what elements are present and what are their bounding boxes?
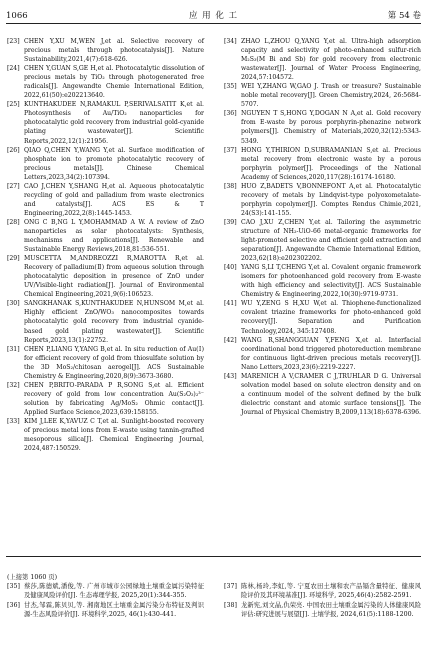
reference-text: WEI Y,ZHANG W,GAO J. Trash or treasure? Sustainable noble metal recovery[J]. Green Chemistry,2024, 26:5684-5707. xyxy=(241,83,421,109)
reference-entry xyxy=(7,345,204,381)
reference-text: CAO J,XU Z,CHEN Y,et al. Tailoring the asymmetric structure of NH₂-UiO-66 metal-organic frameworks for light-promoted selective and efficient gold extraction and separation[J]. Angewandte Chemie International Edition, 2023,62(18):e202302202. xyxy=(241,218,421,263)
reference-entry xyxy=(7,218,204,254)
reference-text: 甘杰,邹霖,陈贝贝,等. 湘南地区土壤重金属污染分布特征及判识源-生态风险评价[J]. 环境科学,2025, 46(1):430-441. xyxy=(24,601,204,618)
reference-entry xyxy=(7,146,204,182)
reference-text: MUSCETTA M,ANDREOZZI R,MAROTTA R,et al. Recovery of palladium(Ⅱ) from aqueous solution through photocatalytic deposition in presence of ZnO under UV/Visible-light radiation[J]. Journal of Environmental Chemical Engineering,2021,9(6):106523. xyxy=(24,255,204,299)
reference-entry xyxy=(224,601,421,619)
reference-entry xyxy=(7,182,204,218)
reference-number: [35] xyxy=(224,83,237,91)
reference-entry xyxy=(224,37,421,82)
reference-entry xyxy=(224,582,421,600)
header-rule xyxy=(6,23,421,24)
reference-text: ONG C B,NG L Y,MOHAMMAD A W. A review of ZnO nanoparticles as solar photocatalysts: Synthesis, mechanisms and applications[J]. Renewable and Sustainable Energy Reviews,2018,81:536-551. xyxy=(24,218,204,254)
reference-text: SANGKHANAK S,KUNTHAKUDEE N,HUNSOM M,et al. Highly efficient ZnO/WO₃ nanocomposites towards photocatalytic gold recovery from industrial cyanide-based gold plating wastewater[J]. Scientific Reports,2023,13(1):22752. xyxy=(24,300,204,344)
reference-text: CHEN Y,XU M,WEN J,et al. Selective recovery of precious metals through photocatalysis[J]. Nature Sustainability,2021,4(7):618-626. xyxy=(24,38,204,64)
reference-text: CHEN Y,GUAN S,GE H,et al. Photocatalytic dissolution of precious metals by TiO₂ through photogenerated free radicals[J]. Angewandte Chemie International Edition, 2022,61(50):e202213640. xyxy=(24,65,204,100)
reference-entry xyxy=(224,299,421,335)
reference-entry xyxy=(7,601,204,619)
reference-number: [30] xyxy=(7,300,20,308)
reference-text: WU Y,ZENG S H,XU W,et al. Thiophene-functionalized covalent triazine frameworks for photo-enhanced gold recovery[J]. Separation and Purification Technology,2024, 345:127408. xyxy=(241,300,421,335)
reference-text: CHEN P,BRITO-PARADA P R,SONG S,et al. Efficient recovery of gold from low concentration Au(S₂O₃)₂³⁻ solution by fabricating Ag/MoS₂ Ohmic contact[J]. Applied Surface Science,2023,639:158155. xyxy=(24,381,204,416)
reference-text: MARENICH A V,CRAMER C J,TRUHLAR D G. Universal solvation model based on solute electron density and on a continuum model of the solvent defined by the bulk dielectric constant and atomic surface tensions[J]. The Journal of Physical Chemistry B,2009,113(18):6378-6396. xyxy=(241,372,421,416)
reference-entry xyxy=(7,417,204,453)
reference-entry xyxy=(224,372,421,417)
reference-number: [39] xyxy=(224,218,237,226)
reference-text: HONG Y,THIRION D,SUBRAMANIAN S,et al. Precious metal recovery from electronic waste by a porous porphyrin polymer[J]. Proceedings of the National Academy of Sciences,2020,117(28):16174-16180. xyxy=(241,146,421,181)
reference-entry xyxy=(224,182,421,218)
journal-title: 应 用 化 工 xyxy=(188,11,239,21)
reference-text: 蔡莎,陈德斌,潘俊,等. 广州市城市公园绿地土壤重金属污染特征及健康风险评价[J]. 生态毒理学报, 2025,20(1):344-355. xyxy=(24,583,204,600)
reference-text: 陈林,杨玲,李虹,等. 宁夏农田土壤和农产品镉含量特征、健康风险评价及其环境基准[J]. 环境科学, 2025,46(4):2582-2591. xyxy=(241,583,421,600)
reference-text: CHEN P,LIANG Y,YANG B,et al. In situ reduction of Au(Ⅰ) for efficient recovery of gold from thiosulfate solution by the 3D MoS₂/chitosan aerogel[J]. ACS Sustainable Chemistry & Engineering,2020,8(9):3673-3680. xyxy=(24,345,204,380)
reference-number: [32] xyxy=(7,381,20,389)
reference-number: [26] xyxy=(7,146,20,154)
reference-entry xyxy=(224,336,421,372)
right-reference-column xyxy=(224,37,421,417)
reference-text: KIM J,LEE K,YAVUZ C T,et al. Sunlight-boosted recovery of precious metal ions from E-waste using tannin-grafted mesoporous silica[J]. Chemical Engineering Journal, 2024,487:150529. xyxy=(24,417,204,453)
reference-number: [28] xyxy=(7,218,20,226)
reference-entry xyxy=(7,100,204,145)
reference-text: QIAO Q,CHEN Y,WANG Y,et al. Surface modification of phosphate ion to promote photocatalytic recovery of precious metals[J]. Chinese Chemical Letters,2023,34(2):107394. xyxy=(24,146,204,181)
reference-entry xyxy=(7,582,204,600)
reference-entry xyxy=(224,146,421,182)
reference-entry xyxy=(224,263,421,299)
continuation-label: (上接第 1060 页) xyxy=(7,574,58,581)
reference-text: YANG S,LI T,CHENG Y,et al. Covalent organic framework isomers for photoenhanced gold recovery from E-waste with high efficiency and selectivity[J]. ACS Sustainable Chemistry & Engineering,2022,10(30):9719-9731. xyxy=(241,264,421,299)
continued-references-left xyxy=(7,573,204,619)
reference-text: KUNTHAKUDEE N,RAMAKUL P,SERIVALSATIT K,et al. Photosynthesis of Au/TiO₂ nanoparticles for photocatalytic gold recovery from industrial gold-cyanide plating wastewater[J]. Scientific Reports,2022,12(1):21956. xyxy=(24,101,204,145)
reference-entry xyxy=(224,109,421,145)
reference-number: [24] xyxy=(7,65,20,73)
reference-number: [34] xyxy=(224,38,237,45)
reference-entry xyxy=(224,82,421,109)
volume-label: 第 54 卷 xyxy=(387,11,421,21)
reference-number: [23] xyxy=(7,38,20,45)
reference-entry xyxy=(7,64,204,100)
reference-number: [37] xyxy=(224,146,237,154)
reference-number: [43] xyxy=(224,372,237,380)
reference-text: ZHAO L,ZHOU Q,YANG Y,et al. Ultra-high adsorption capacity and selectivity of photo-enhanced sulfur-rich M₂S₃(M Bi and Sb) for gold recovery from electronic wastewater[J]. Journal of Water Process Engineering, 2024,57:104572. xyxy=(241,38,421,82)
reference-entry xyxy=(7,381,204,417)
reference-number: [38] xyxy=(224,182,237,190)
section-divider xyxy=(6,556,421,557)
reference-text: 龙新宪,刘文晶,仇荣亮. 中国农田土壤重金属污染的人体健康风险评估:研究进展与展望[J]. 土壤学报, 2024,61(5):1188-1200. xyxy=(241,601,421,618)
reference-entry xyxy=(7,37,204,64)
reference-entry xyxy=(224,218,421,263)
reference-number: [41] xyxy=(224,300,237,308)
reference-entry xyxy=(7,299,204,344)
reference-number: [35] xyxy=(7,583,20,591)
reference-text: WANG R,SHANGGUAN Y,FENG X,et al. Interfacial coordinational bond triggered photoreduction membrane for continuous light-driven precious metals recovery[J]. Nano Letters,2023,23(6):2219-2227. xyxy=(241,336,421,371)
reference-number: [40] xyxy=(224,264,237,272)
page-number: 1066 xyxy=(6,11,28,21)
reference-number: [37] xyxy=(224,583,237,591)
continued-references-right xyxy=(224,573,421,619)
reference-text: NGUYEN T S,HONG Y,DOGAN N A,et al. Gold recovery from E-waste by porous porphyrin-phenazine network polymers[J]. Chemistry of Materials,2020,32(12):5343-5349. xyxy=(241,110,421,145)
reference-number: [36] xyxy=(224,110,237,118)
reference-number: [42] xyxy=(224,336,237,344)
reference-entry xyxy=(7,254,204,299)
left-reference-column xyxy=(7,37,204,453)
reference-number: [33] xyxy=(7,417,20,425)
reference-number: [25] xyxy=(7,101,20,109)
reference-number: [27] xyxy=(7,182,20,190)
page-header xyxy=(6,5,421,21)
reference-text: CAO J,CHEN Y,SHANG H,et al. Aqueous photocatalytic recycling of gold and palladium from waste electronics and catalysts[J]. ACS ES & T Engineering,2022,2(8):1445-1453. xyxy=(24,182,204,217)
reference-text: HUO Z,BADETS V,BONNEFONT A,et al. Photocatalytic recovery of metals by Lindqvist-type polyoxometalate-porphyrin copolymer[J]. Comptes Rendus Chimie,2021, 24(S3):141-155. xyxy=(241,182,421,217)
reference-number: [29] xyxy=(7,255,20,263)
reference-number: [31] xyxy=(7,345,20,353)
reference-number: [36] xyxy=(7,601,20,609)
reference-number: [38] xyxy=(224,601,237,609)
